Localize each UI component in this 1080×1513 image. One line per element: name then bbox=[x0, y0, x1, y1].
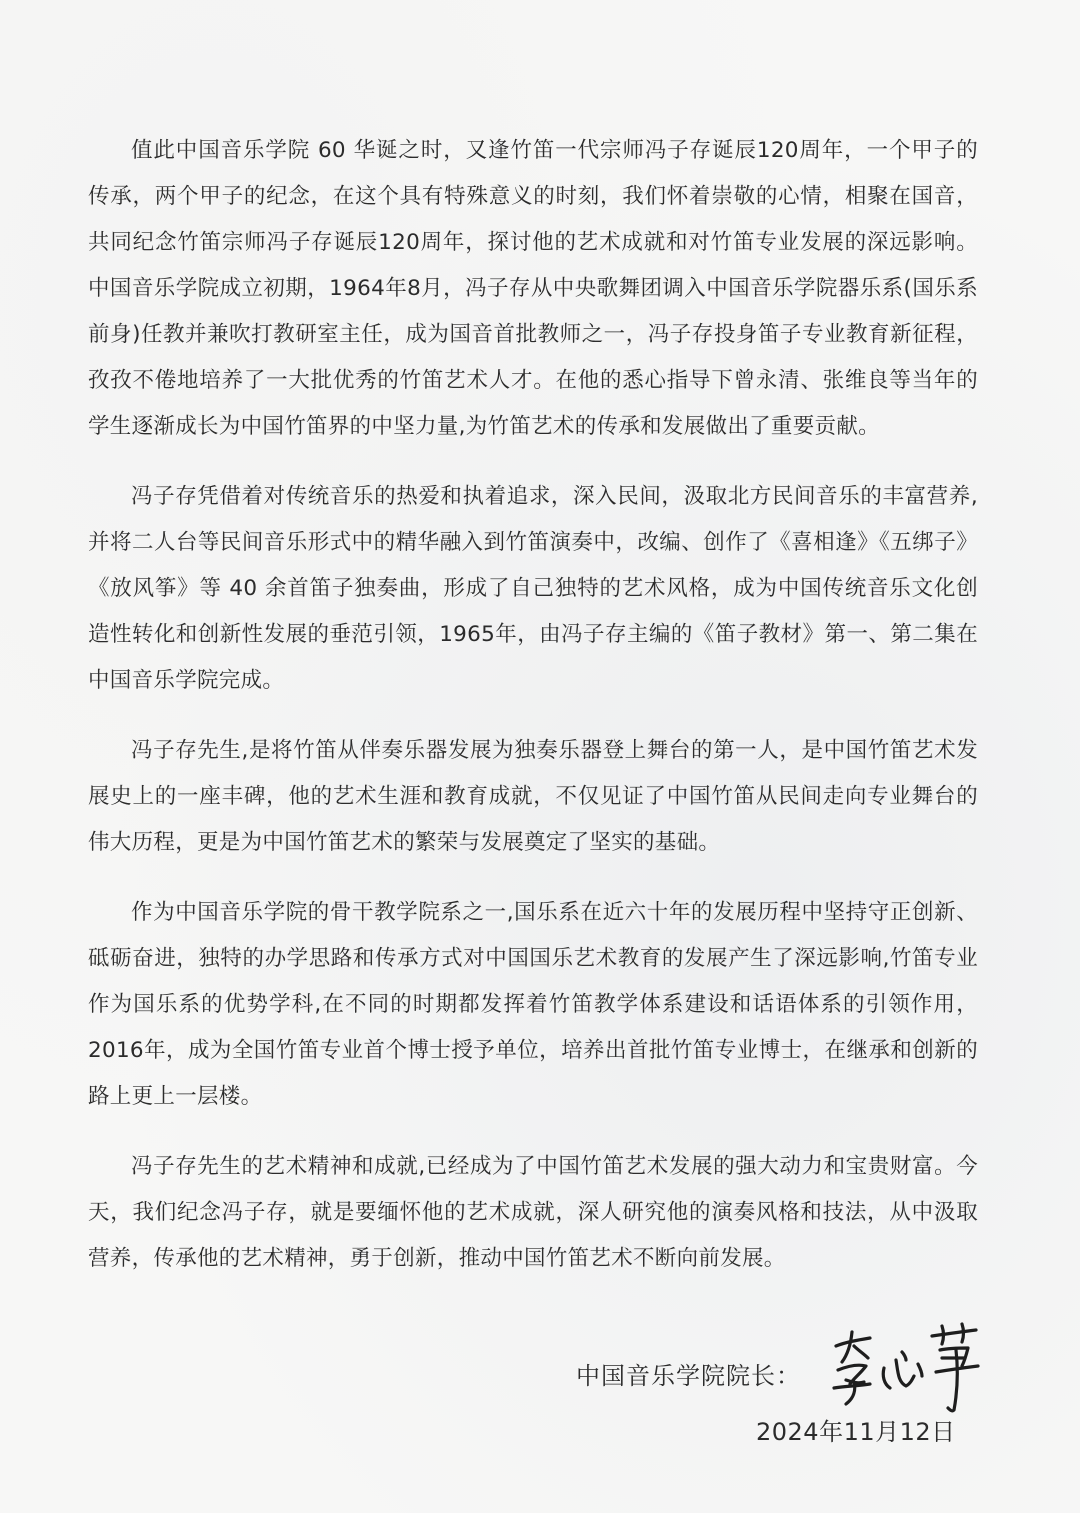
letter-body bbox=[88, 128, 978, 1306]
signature-block bbox=[576, 1318, 996, 1468]
paragraph-3: 冯子存先生,是将竹笛从伴奏乐器发展为独奏乐器登上舞台的第一人，是中国竹笛艺术发展史上的一座丰碑，他的艺术生涯和教育成就，不仅见证了中国竹笛从民间走向专业舞台的伟大历程，更是为中国竹笛艺术的繁荣与发展奠定了坚实的基础。 bbox=[88, 738, 978, 855]
paragraph-5: 冯子存先生的艺术精神和成就,已经成为了中国竹笛艺术发展的强大动力和宝贵财富。今天，我们纪念冯子存，就是要缅怀他的艺术成就，深人研究他的演奏风格和技法，从中汲取营养，传承他的艺术精神，勇于创新，推动中国竹笛艺术不断向前发展。 bbox=[88, 1154, 978, 1271]
paragraph-1: 值此中国音乐学院 60 华诞之时，又逢竹笛一代宗师冯子存诞辰120周年，一个甲子的传承，两个甲子的纪念，在这个具有特殊意义的时刻，我们怀着崇敬的心情，相聚在国音，共同纪念竹笛宗师冯子存诞辰120周年，探讨他的艺术成就和对竹笛专业发展的深远影响。中国音乐学院成立初期，1964年8月，冯子存从中央歌舞团调入中国音乐学院器乐系(国乐系前身)任教并兼吹打教研室主任，成为国音首批教师之一，冯子存投身笛子专业教育新征程，孜孜不倦地培养了一大批优秀的竹笛艺术人才。在他的悉心指导下曾永清、张维良等当年的学生逐渐成长为中国竹笛界的中坚力量,为竹笛艺术的传承和发展做出了重要贡献。 bbox=[88, 138, 978, 439]
handwritten-signature bbox=[824, 1318, 984, 1418]
paragraph-4: 作为中国音乐学院的骨干教学院系之一,国乐系在近六十年的发展历程中坚持守正创新、砥砺奋进，独特的办学思路和传承方式对中国国乐艺术教育的发展产生了深远影响,竹笛专业作为国乐系的优势学科,在不同的时期都发挥着竹笛教学体系建设和话语体系的引领作用，2016年，成为全国竹笛专业首个博士授予单位，培养出首批竹笛专业博士，在继承和创新的路上更上一层楼。 bbox=[88, 900, 978, 1109]
paragraph-2: 冯子存凭借着对传统音乐的热爱和执着追求，深入民间，汲取北方民间音乐的丰富营养,并将二人台等民间音乐形式中的精华融入到竹笛演奏中，改编、创作了《喜相逢》《五绑子》《放风筝》等 40 余首笛子独奏曲，形成了自己独特的艺术风格，成为中国传统音乐文化创造性转化和创新性发展的垂范引领，1965年，由冯子存主编的《笛子教材》第一、第二集在中国音乐学院完成。 bbox=[88, 484, 978, 693]
letter-date: 2024年11月12日 bbox=[756, 1418, 956, 1446]
signatory-title: 中国音乐学院院长： bbox=[576, 1362, 801, 1390]
